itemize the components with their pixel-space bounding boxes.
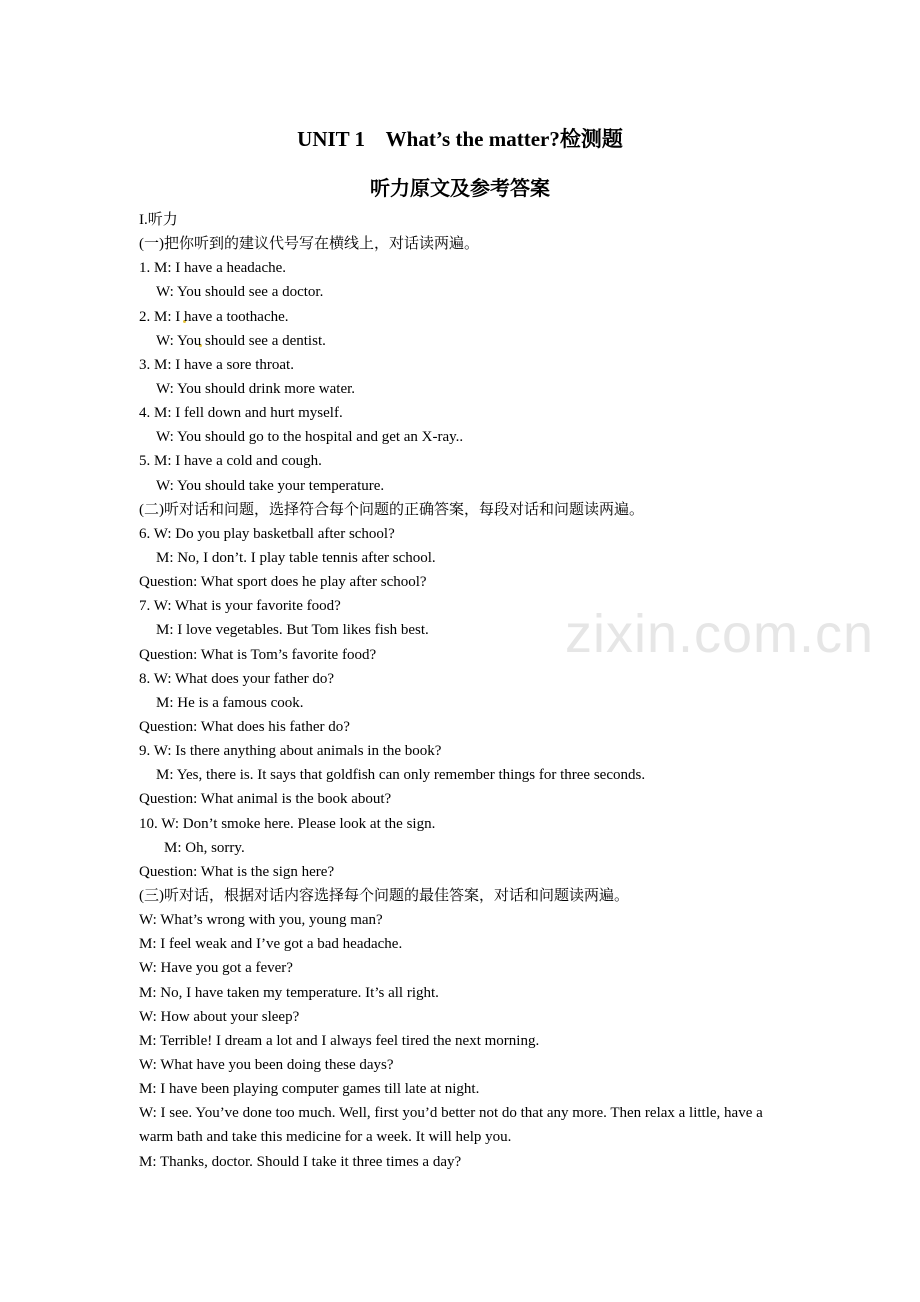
text-line: (二)听对话和问题，选择符合每个问题的正确答案，每段对话和问题读两遍。 — [139, 501, 644, 518]
document-body — [139, 208, 799, 1174]
text-line: (一)把你听到的建议代号写在横线上，对话读两遍。 — [139, 236, 479, 253]
text-line: 8. W: What does your father do? — [139, 670, 335, 687]
text-line: M: Terrible! I dream a lot and I always feel tired the next morning. — [139, 1032, 540, 1049]
text-line: Question: What animal is the book about? — [139, 791, 392, 808]
text-line: W: You should drink more water. — [156, 380, 356, 397]
text-line: W: You should take your temperature. — [156, 477, 385, 494]
text-line: 10. W: Don’t smoke here. Please look at the sign. — [139, 815, 436, 832]
text-line: W: How about your sleep? — [139, 1008, 300, 1025]
text-line: M: Thanks, doctor. Should I take it three times a day? — [139, 1153, 462, 1170]
text-line: M: I feel weak and I’ve got a bad headache. — [139, 936, 403, 953]
text-line: M: He is a famous cook. — [156, 694, 304, 711]
text-line: 5. M: I have a cold and cough. — [139, 453, 322, 470]
text-line: W: You should see a doctor. — [156, 284, 324, 301]
text-line: I.听力 — [139, 212, 178, 228]
text-line: (三)听对话，根据对话内容选择每个问题的最佳答案，对话和问题读两遍。 — [139, 887, 629, 904]
text-line: W: I see. You’ve done too much. Well, first you’d better not do that any more. Then relax a little, have a warm bath and take this medicine for a week. It will help you. — [139, 1105, 763, 1146]
text-line: 4. M: I fell down and hurt myself. — [139, 405, 343, 422]
page-title: UNIT 1 What’s the matter?检测题 — [297, 127, 623, 151]
text-line: Question: What does his father do? — [139, 718, 350, 735]
text-line: 7. W: What is your favorite food? — [139, 598, 341, 615]
text-line: Question: What is Tom’s favorite food? — [139, 646, 377, 663]
text-line: W: Have you got a fever? — [139, 960, 293, 977]
text-line: Question: What is the sign here? — [139, 863, 335, 880]
text-line: W: What’s wrong with you, young man? — [139, 912, 383, 929]
text-line: W: What have you been doing these days? — [139, 1056, 394, 1073]
text-line: M: I have been playing computer games till late at night. — [139, 1081, 480, 1098]
text-line: Question: What sport does he play after school? — [139, 574, 427, 591]
text-line: 9. W: Is there anything about animals in the book? — [139, 743, 442, 760]
text-line: M: No, I have taken my temperature. It’s all right. — [139, 984, 439, 1001]
text-line: 2. M: I have a toothache. — [139, 308, 289, 325]
text-line: M: Oh, sorry. — [164, 839, 245, 856]
text-line: 6. W: Do you play basketball after school? — [139, 525, 395, 542]
watermark: zixin.com.cn — [565, 604, 875, 664]
text-line: 3. M: I have a sore throat. — [139, 356, 294, 373]
page-subtitle: 听力原文及参考答案 — [370, 176, 550, 200]
text-line: M: Yes, there is. It says that goldfish can only remember things for three seconds. — [156, 767, 646, 784]
text-line: M: No, I don’t. I play table tennis after school. — [156, 549, 436, 566]
text-line: 1. M: I have a headache. — [139, 260, 287, 277]
text-line: W: You should see a dentist. — [156, 332, 326, 349]
text-line: M: I love vegetables. But Tom likes fish best. — [156, 622, 429, 639]
text-line: W: You should go to the hospital and get an X-ray.. — [156, 429, 464, 446]
